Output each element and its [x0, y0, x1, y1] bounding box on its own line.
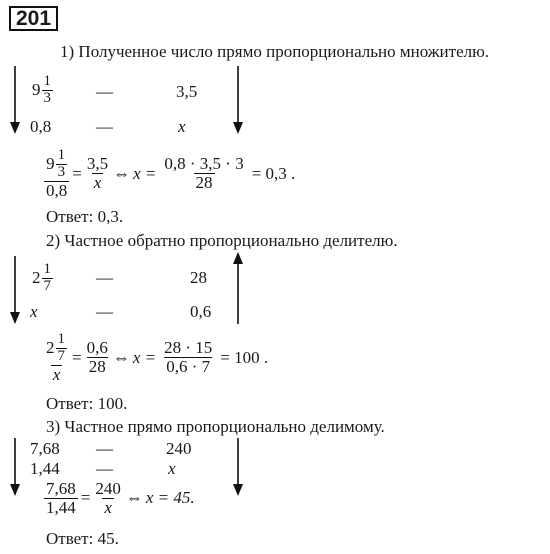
part2-equation: 2 $\frac{1}{7}$ x = $\frac{0,6}{28}$ ⇔ x = $\frac{28 \cdot 15}{0,6 \cdot 7}$ = 100 . [46, 331, 269, 384]
down-arrow-icon [231, 438, 245, 498]
problem-number: 201 [9, 6, 58, 31]
down-arrow-icon [231, 66, 245, 136]
part3-row2-left: 1,44 [30, 459, 60, 478]
part2-row2-right: 0,6 [190, 302, 212, 321]
part2-row1-left: 2 $\frac{1}{7}$ [32, 261, 51, 294]
up-arrow-icon [231, 250, 245, 326]
part2-row1-dash: — [96, 268, 113, 287]
down-arrow-icon [8, 256, 22, 326]
part3-equation: $\frac{7,68}{1,44}$ = $\frac{240}{x}$ ⇔ x = 45. [46, 479, 195, 517]
part3-answer: Ответ: 45. [46, 529, 119, 548]
part1-answer: Ответ: 0,3. [46, 207, 124, 226]
part1-equation: 9 $\frac{1}{3}$ 0,8 = $\frac{3,5}{x}$ ⇔ x = $\frac{0,8 \cdot 3,5 \cdot 3}{28}$ = 0,3 . [46, 147, 296, 200]
part2-heading: 2) Частное обратно пропорционально делителю. [46, 231, 398, 250]
part1-row1-dash: — [96, 82, 113, 101]
part1-row2-right: x [178, 117, 186, 136]
part1-row1-left: 9 $\frac{1}{3}$ [32, 73, 51, 106]
part1-row2-left: 0,8 [30, 117, 52, 136]
down-arrow-icon [8, 66, 22, 136]
part1-row2-dash: — [96, 117, 113, 136]
part3-row2-dash: — [96, 459, 113, 478]
part1-row1-right: 3,5 [176, 82, 198, 101]
down-arrow-icon [8, 438, 22, 498]
part2-row2-left: x [30, 302, 38, 321]
part3-row1-dash: — [96, 439, 113, 458]
part3-row2-right: x [168, 459, 176, 478]
part2-row2-dash: — [96, 302, 113, 321]
part2-row1-right: 28 [190, 268, 207, 287]
part1-heading: 1) Полученное число прямо пропорционально множителю. [60, 42, 490, 61]
part2-answer: Ответ: 100. [46, 394, 128, 413]
part3-heading: 3) Частное прямо пропорционально делимому. [46, 417, 385, 436]
part3-row1-right: 240 [166, 439, 192, 458]
part3-row1-left: 7,68 [30, 439, 60, 458]
